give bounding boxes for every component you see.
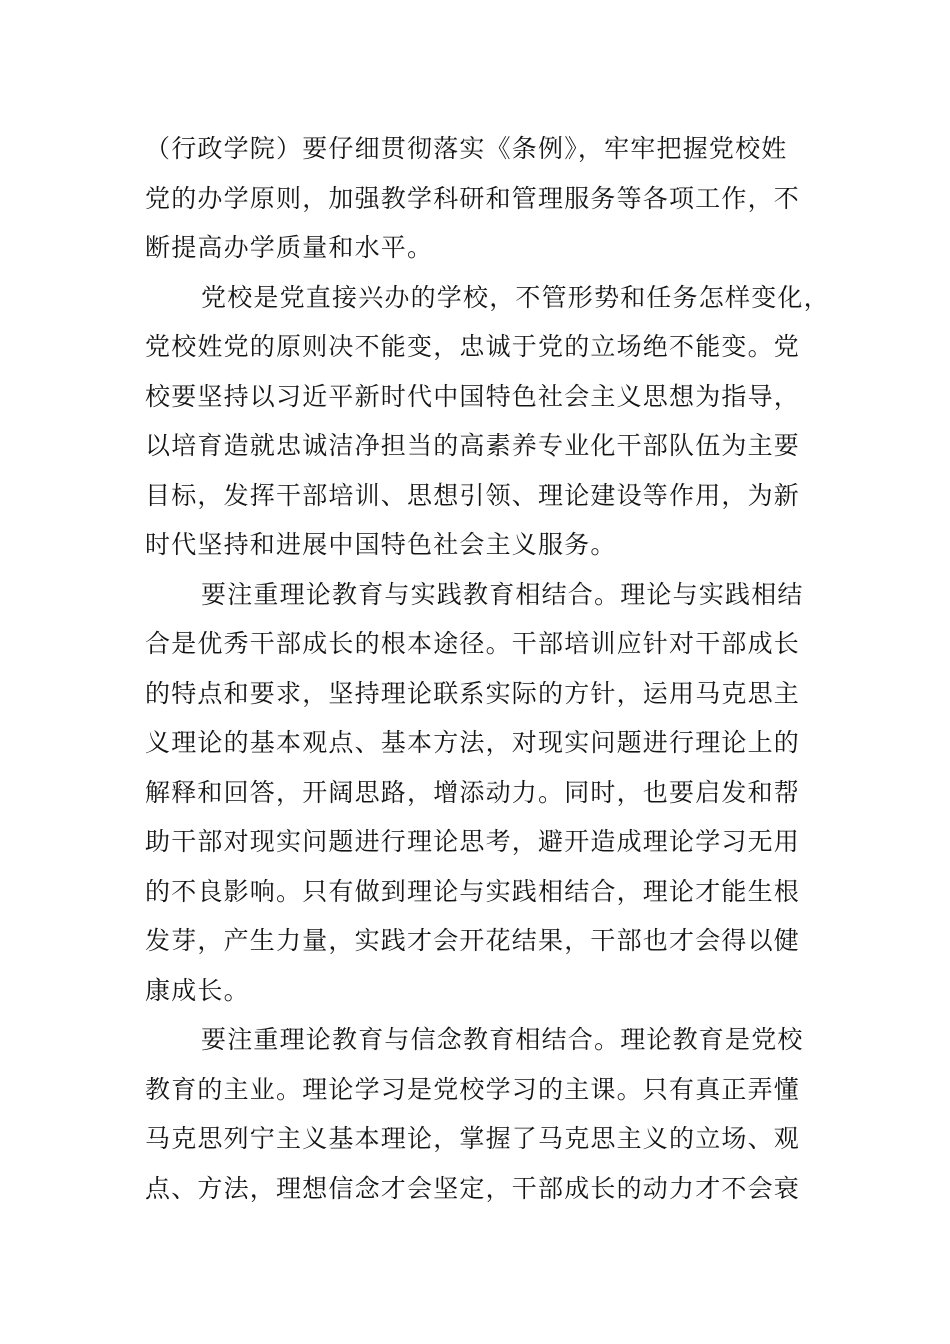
text-line: 义理论的基本观点、基本方法，对现实问题进行理论上的 [145,728,801,757]
paragraph-1 [145,124,810,273]
text-line: 助干部对现实问题进行理论思考，避开造成理论学习无用 [145,827,801,856]
text-line: 点、方法，理想信念才会坚定，干部成长的动力才不会衰 [145,1173,801,1203]
text-line: 教育的主业。理论学习是党校学习的主课。只有真正弄懂 [145,1074,801,1104]
text-line: （行政学院）要仔细贯彻落实《条例》，牢牢把握党校姓 [145,134,788,163]
text-line: 校要坚持以习近平新时代中国特色社会主义思想为指导， [145,381,801,411]
paragraph-4 [145,1015,810,1213]
text-line: 时代坚持和进展中国特色社会主义服务。 [145,530,617,559]
text-line: 断提高办学质量和水平。 [145,233,434,262]
text-line: 党的办学原则，加强教学科研和管理服务等各项工作，不 [145,183,801,213]
text-line: 党校姓党的原则决不能变，忠诚于党的立场绝不能变。党 [145,332,801,361]
text-line: 解释和回答，开阔思路，增添动力。同时，也要启发和帮 [145,777,801,807]
text-line: 的不良影响。只有做到理论与实践相结合，理论才能生根 [145,876,801,906]
text-line: 目标，发挥干部培训、思想引领、理论建设等作用，为新 [145,480,801,510]
paragraph-2 [145,273,830,570]
text-line: 要注重理论教育与信念教育相结合。理论教育是党校 [201,1025,804,1054]
text-line: 合是优秀干部成长的根本途径。干部培训应针对干部成长 [145,629,801,658]
text-line: 以培育造就忠诚洁净担当的高素养专业化干部队伍为主要 [145,431,801,460]
text-line: 党校是党直接兴办的学校，不管形势和任务怎样变化， [201,282,830,312]
text-line: 的特点和要求，坚持理论联系实际的方针，运用马克思主 [145,678,801,708]
text-line: 要注重理论教育与实践教育相结合。理论与实践相结 [201,579,804,609]
body-text [145,124,830,1213]
text-line: 马克思列宁主义基本理论，掌握了马克思主义的立场、观 [145,1124,801,1153]
text-line: 康成长。 [145,975,250,1005]
text-line: 发芽，产生力量，实践才会开花结果，干部也才会得以健 [145,926,801,955]
paragraph-3 [145,570,810,1016]
